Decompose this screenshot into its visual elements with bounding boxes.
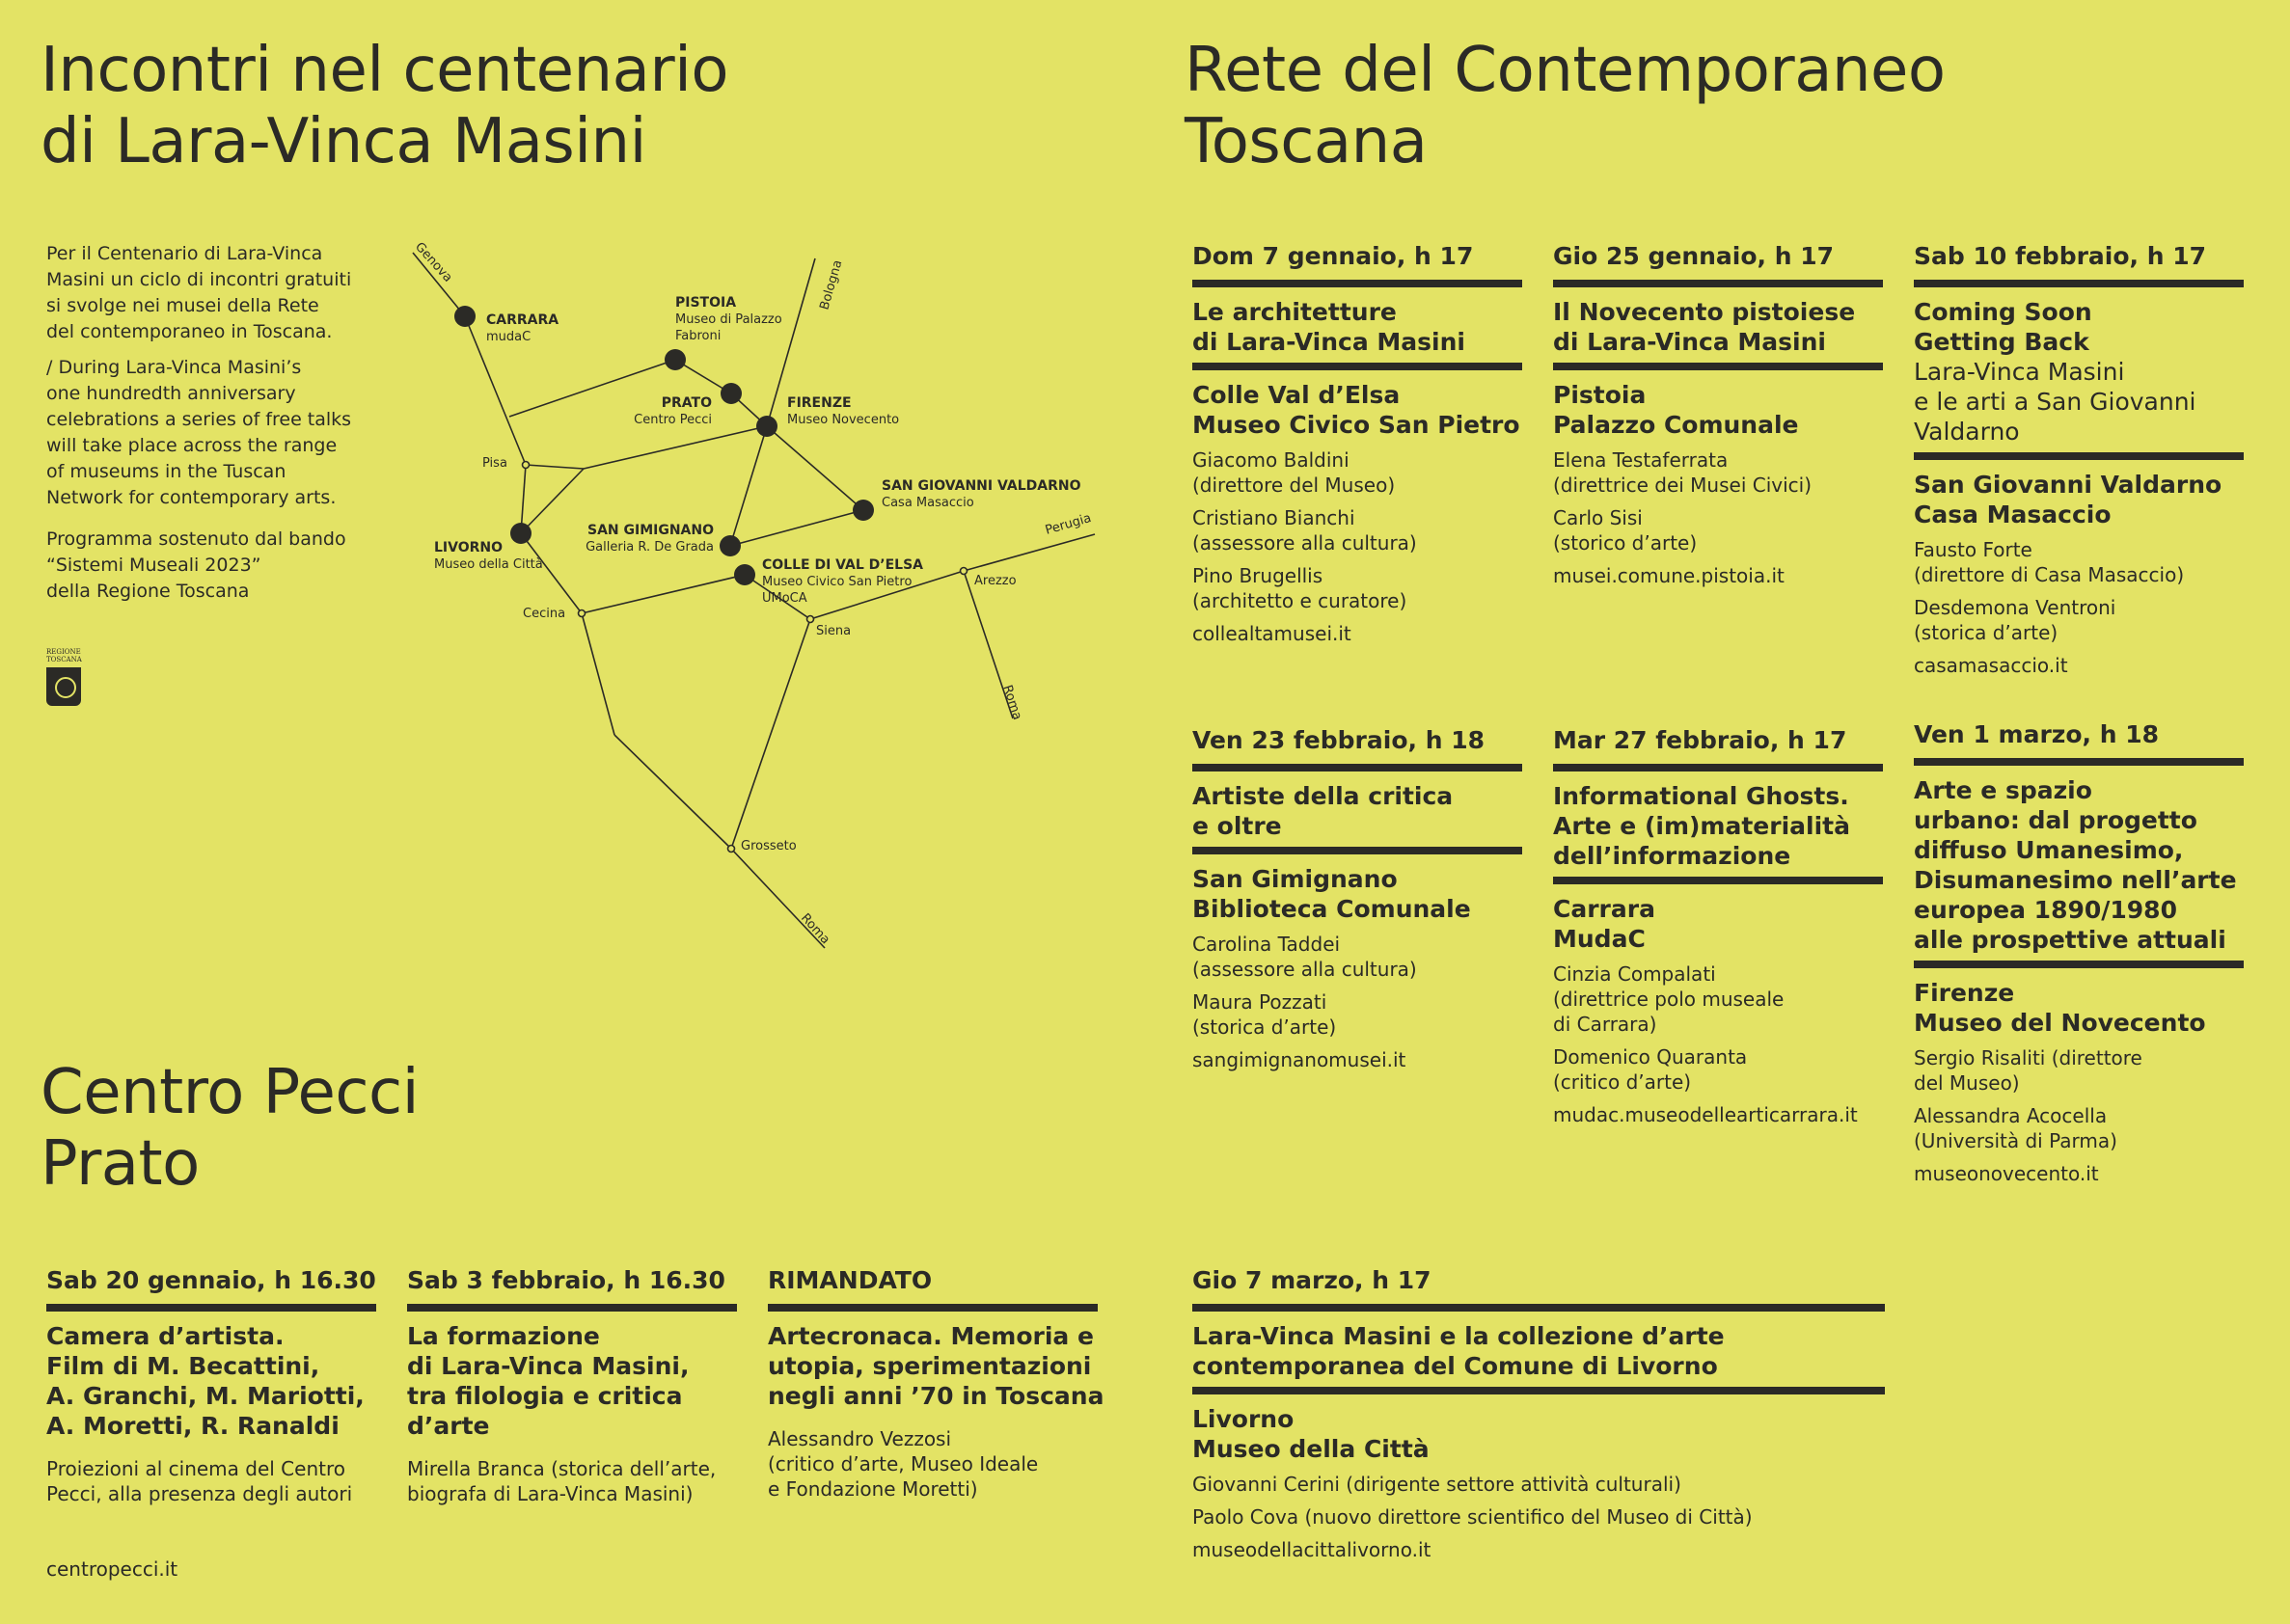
pisa-label: Pisa [482,456,507,471]
map-junctions [523,462,968,853]
sgv-label: SAN GIOVANNI VALDARNO Casa Masaccio [882,478,1081,510]
pistoia-marker [665,349,686,370]
event-website-link[interactable]: sangimignanomusei.it [1192,1048,1406,1071]
siena-label: Siena [816,624,852,638]
event-description: Mirella Branca (storica dell’arte, biografa di Lara-Vinca Masini) [407,1457,717,1505]
sangimignano-marker [720,535,741,556]
event-pecci-artecronaca [768,1265,1104,1502]
event-speakers: Elena Testaferrata (direttrice dei Musei Civici) Carlo Sisi (storico d’arte) [1553,448,1813,555]
colle-marker [734,564,755,585]
intro-text [46,241,384,614]
perugia-label: Perugia [1043,510,1094,538]
event-title: Artiste della critica e oltre [1192,771,1522,854]
event-colle [1192,241,1522,646]
event-speakers: Sergio Risaliti (direttore del Museo) Alessandra Acocella (Università di Parma) [1914,1046,2142,1152]
event-title: Le architetture di Lara-Vinca Masini [1192,287,1522,370]
event-san-giovanni [1914,241,2244,678]
firenze-label: FIRENZE Museo Novecento [787,395,900,427]
event-place: San Giovanni Valdarno Casa Masaccio [1914,471,2222,528]
event-place: Colle Val d’Elsa Museo Civico San Pietro [1192,381,1520,439]
event-date: Sab 3 febbraio, h 16.30 [407,1265,737,1312]
event-place: Carrara MudaC [1553,895,1655,953]
event-place: San Gimignano Biblioteca Comunale [1192,865,1471,923]
event-website-link[interactable]: casamasaccio.it [1914,654,2068,677]
event-san-gimignano [1192,725,1522,1072]
event-website-link[interactable]: museonovecento.it [1914,1162,2099,1185]
network-title: Rete del Contemporaneo Toscana [1185,35,1946,177]
main-title: Incontri nel centenario di Lara-Vinca Masini [41,35,729,177]
intro-sponsor: Programma sostenuto dal bando “Sistemi Museali 2023” della Regione Toscana [46,528,346,602]
colle-label: COLLE DI VAL D’ELSA Museo Civico San Pietro UMoCA [762,557,924,606]
shield-icon [46,667,81,706]
place-labels [412,240,1093,948]
event-description: Alessandro Vezzosi (critico d’arte, Museo Ideale e Fondazione Moretti) [768,1427,1039,1501]
event-pistoia [1553,241,1883,588]
pecci-website-link[interactable]: centropecci.it [46,1557,178,1581]
event-speakers: Giacomo Baldini (direttore del Museo) Cristiano Bianchi (assessore alla cultura) Pino Brugellis (architetto e curatore) [1192,448,1417,612]
network-map [405,231,1100,964]
genova-label: Genova [412,239,455,285]
cecina-label: Cecina [523,607,566,621]
event-pecci-formazione [407,1265,737,1506]
roma-label-east: Roma [999,683,1024,722]
event-pecci-camera [46,1265,376,1506]
pistoia-label: PISTOIA Museo di Palazzo Fabroni [675,295,782,343]
event-firenze [1914,719,2244,1186]
roma-label-south: Roma [798,910,832,948]
event-title: Informational Ghosts. Arte e (im)materialità dell’informazione [1553,771,1883,884]
event-title: Il Novecento pistoiese di Lara-Vinca Masini [1553,287,1883,370]
event-date: Dom 7 gennaio, h 17 [1192,241,1522,287]
event-place: Pistoia Palazzo Comunale [1553,381,1799,439]
event-title: Lara-Vinca Masini e la collezione d’arte contemporanea del Comune di Livorno [1192,1312,1885,1394]
event-date: Sab 20 gennaio, h 16.30 [46,1265,376,1312]
event-title: La formazione di Lara-Vinca Masini, tra filologia e critica d’arte [407,1322,690,1440]
event-title: Artecronaca. Memoria e utopia, sperimentazioni negli anni ’70 in Toscana [768,1322,1104,1410]
prato-label: PRATO Centro Pecci [634,395,712,427]
intro-italian: Per il Centenario di Lara-Vinca Masini un ciclo di incontri gratuiti si svolge nei musei della Rete del contemporaneo in Toscana. [46,243,352,342]
event-place: Livorno Museo della Città [1192,1405,1430,1463]
pecci-title: Centro Pecci Prato [41,1057,419,1200]
sangimignano-label: SAN GIMIGNANO Galleria R. De Grada [586,523,714,555]
sgv-marker [853,500,874,521]
event-website-link[interactable]: musei.comune.pistoia.it [1553,564,1785,587]
event-title: Camera d’artista. Film di M. Becattini, A. Granchi, M. Mariotti, A. Moretti, R. Ranaldi [46,1322,365,1440]
event-title: Coming Soon Getting Back Lara-Vinca Masini e le arti a San Giovanni Valdarno [1914,287,2244,460]
event-date: Ven 1 marzo, h 18 [1914,719,2244,766]
event-date: Sab 10 febbraio, h 17 [1914,241,2244,287]
event-speakers: Fausto Forte (direttore di Casa Masaccio) Desdemona Ventroni (storica d’arte) [1914,538,2185,644]
event-livorno [1192,1265,1885,1562]
event-speakers: Giovanni Cerini (dirigente settore attività culturali) Paolo Cova (nuovo direttore scientifico del Museo di Città) [1192,1473,1753,1529]
intro-english: / During Lara-Vinca Masini’s one hundredth anniversary celebrations a series of free talks will take place across the range of museums in the Tuscan Network for contemporary arts. [46,357,352,508]
arezzo-label: Arezzo [974,574,1017,588]
regione-toscana-logo: REGIONE TOSCANA [46,648,83,710]
event-date: Gio 25 gennaio, h 17 [1553,241,1883,287]
grosseto-label: Grosseto [741,839,797,853]
event-website-link[interactable]: museodellacittalivorno.it [1192,1538,1431,1561]
event-date: Mar 27 febbraio, h 17 [1553,725,1883,771]
event-website-link[interactable]: mudac.museodellearticarrara.it [1553,1103,1858,1126]
event-date: Ven 23 febbraio, h 18 [1192,725,1522,771]
bologna-label: Bologna [817,258,846,312]
carrara-label: CARRARA mudaC [486,312,559,344]
event-status: RIMANDATO [768,1265,1098,1312]
event-website-link[interactable]: collealtamusei.it [1192,622,1351,645]
event-place: Firenze Museo del Novecento [1914,979,2206,1037]
prato-marker [721,383,742,404]
livorno-marker [510,523,532,544]
event-speakers: Cinzia Compalati (direttrice polo museale di Carrara) Domenico Quaranta (critico d’arte) [1553,962,1785,1094]
event-title: Arte e spazio urbano: dal progetto diffuso Umanesimo, Disumanesimo nell’arte europea 1890/1980 alle prospettive attuali [1914,766,2244,968]
event-description: Proiezioni al cinema del Centro Pecci, alla presenza degli autori [46,1457,353,1505]
carrara-marker [454,306,476,327]
event-date: Gio 7 marzo, h 17 [1192,1265,1885,1312]
firenze-marker [756,416,777,437]
event-speakers: Carolina Taddei (assessore alla cultura) Maura Pozzati (storica d’arte) [1192,933,1417,1039]
event-carrara [1553,725,1883,1127]
livorno-label: LIVORNO Museo della Città [434,540,543,572]
